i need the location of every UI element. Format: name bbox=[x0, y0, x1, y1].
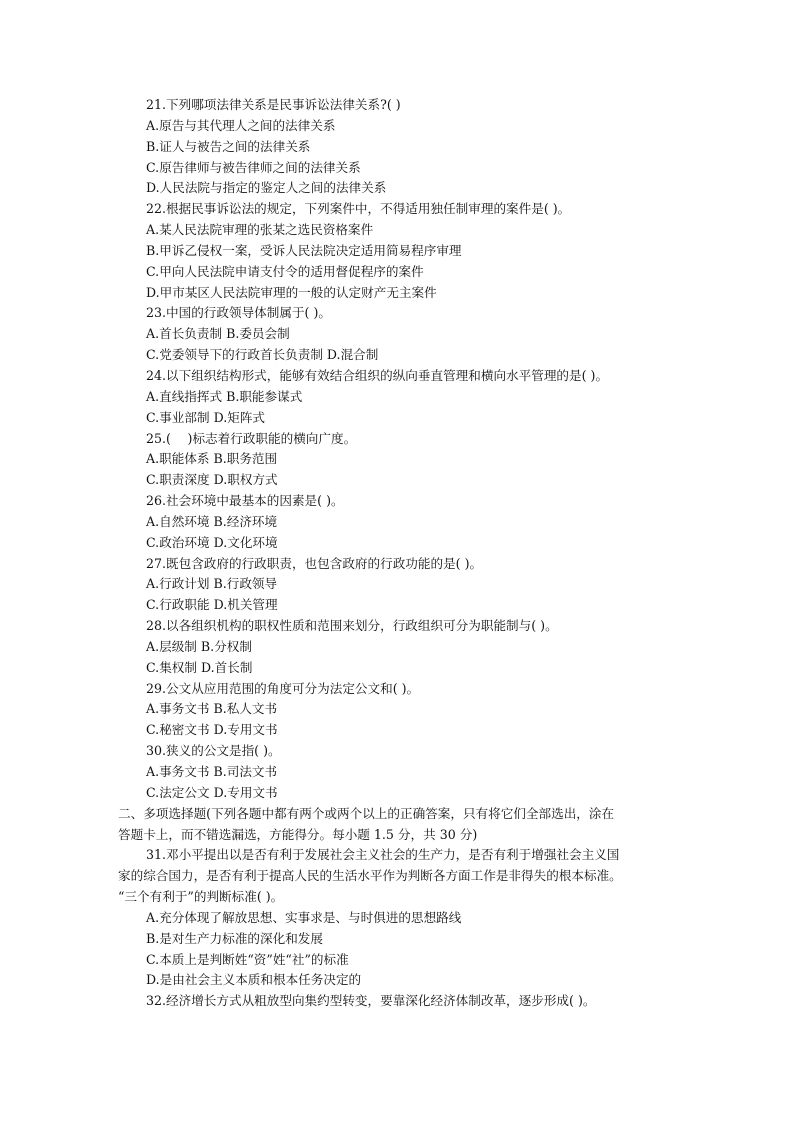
text-line: 二、多项选择题(下列各题中都有两个或两个以上的正确答案，只有将它们全部选出，涂在 bbox=[118, 805, 615, 821]
text-line: A.首长负责制 B.委员会制 bbox=[146, 326, 290, 342]
text-line: C.法定公文 D.专用文书 bbox=[146, 784, 278, 800]
text-line: A.事务文书 B.司法文书 bbox=[146, 764, 278, 779]
text-line: C.党委领导下的行政首长负责制 D.混合制 bbox=[146, 347, 379, 363]
text-line: D.甲市某区人民法院审理的一般的认定财产无主案件 bbox=[146, 284, 437, 300]
text-line: D.是由社会主义本质和根本任务决定的 bbox=[146, 972, 362, 988]
text-line: C.原告律师与被告律师之间的法律关系 bbox=[146, 159, 361, 175]
text-line: 22.根据民事诉讼法的规定，下列案件中，不得适用独任制审理的案件是( )。 bbox=[146, 201, 571, 217]
text-line: C.本质上是判断姓“资”姓“社”的标准 bbox=[146, 951, 349, 967]
text-line: C.甲向人民法院申请支付令的适用督促程序的案件 bbox=[146, 263, 424, 279]
text-line: 31.邓小平提出以是否有利于发展社会主义社会的生产力，是否有利于增强社会主义国 bbox=[146, 847, 620, 863]
text-line: 28.以各组织机构的职权性质和范围来划分，行政组织可分为职能制与( )。 bbox=[146, 618, 558, 634]
text-line: A.职能体系 B.职务范围 bbox=[146, 451, 278, 467]
document-body bbox=[118, 95, 680, 1012]
text-line: 25.( )标志着行政职能的横向广度。 bbox=[146, 430, 357, 446]
text-line: B.是对生产力标准的深化和发展 bbox=[146, 930, 323, 946]
text-line: 27.既包含政府的行政职责，也包含政府的行政功能的是( )。 bbox=[146, 555, 483, 571]
text-line: C.秘密文书 D.专用文书 bbox=[146, 722, 278, 738]
text-line: A.充分体现了解放思想、实事求是、与时俱进的思想路线 bbox=[146, 909, 462, 925]
text-line: 24.以下组织结构形式，能够有效结合组织的纵向垂直管理和横向水平管理的是( )。 bbox=[146, 367, 609, 383]
text-line: 32.经济增长方式从粗放型向集约型转变，要靠深化经济体制改革，逐步形成( )。 bbox=[146, 993, 596, 1009]
text-line: C.事业部制 D.矩阵式 bbox=[146, 409, 266, 425]
text-line: A.行政计划 B.行政领导 bbox=[146, 576, 278, 592]
text-line: C.政治环境 D.文化环境 bbox=[146, 534, 278, 550]
text-line: B.甲诉乙侵权一案，受诉人民法院决定适用简易程序审理 bbox=[146, 242, 462, 258]
text-line: 26.社会环境中最基本的因素是( )。 bbox=[146, 493, 344, 509]
text-line: 30.狭义的公文是指( )。 bbox=[146, 743, 281, 759]
text-line: 29.公文从应用范围的角度可分为法定公文和( )。 bbox=[146, 680, 420, 696]
text-line: A.原告与其代理人之间的法律关系 bbox=[146, 117, 336, 133]
text-line: A.事务文书 B.私人文书 bbox=[146, 701, 278, 717]
text-line: C.集权制 D.首长制 bbox=[146, 659, 253, 675]
text-line: D.人民法院与指定的鉴定人之间的法律关系 bbox=[146, 180, 387, 196]
text-line: A.直线指挥式 B.职能参谋式 bbox=[146, 388, 303, 404]
text-line: A.自然环境 B.经济环境 bbox=[146, 513, 278, 529]
text-line: C.行政职能 D.机关管理 bbox=[146, 597, 278, 613]
text-line: 21.下列哪项法律关系是民事诉讼法律关系?( ) bbox=[146, 97, 401, 112]
text-line: B.证人与被告之间的法律关系 bbox=[146, 138, 311, 154]
text-line: A.层级制 B.分权制 bbox=[146, 638, 252, 654]
text-line: 23.中国的行政领导体制属于( )。 bbox=[146, 305, 331, 321]
text-line: 答题卡上，而不错选漏选，方能得分。每小题 1.5 分，共 30 分) bbox=[118, 826, 478, 842]
text-line: C.职责深度 D.职权方式 bbox=[146, 472, 278, 488]
text-line: 家的综合国力，是否有利于提高人民的生活水平作为判断各方面工作是非得失的根本标准。 bbox=[118, 868, 622, 884]
text-line: “三个有利于”的判断标准( )。 bbox=[118, 889, 284, 905]
text-line: A.某人民法院审理的张某之选民资格案件 bbox=[146, 222, 374, 238]
